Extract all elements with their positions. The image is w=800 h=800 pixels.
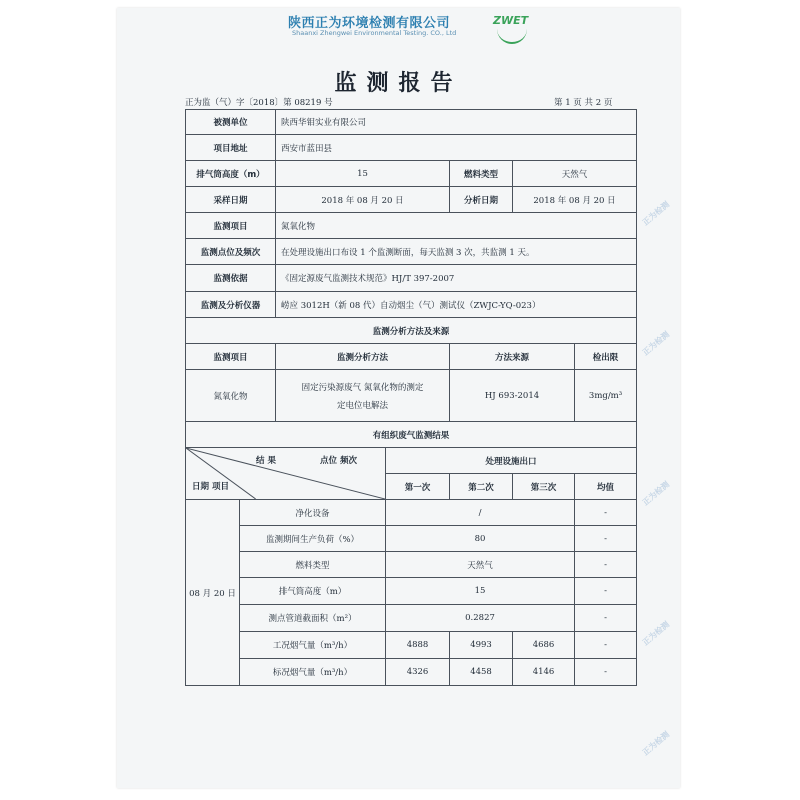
address-label: 项目地址 xyxy=(186,135,276,161)
analysis-date-label: 分析日期 xyxy=(450,187,513,213)
points-label: 监测点位及频次 xyxy=(186,239,276,265)
result-row xyxy=(186,605,637,632)
company-name-cn: 陕西正为环境检测有限公司 xyxy=(288,16,451,31)
result-label: 测点管道截面积（m²） xyxy=(240,605,386,632)
result-value: / xyxy=(386,500,575,526)
result-avg: - xyxy=(575,526,637,552)
height-value: 15 xyxy=(276,161,450,187)
result-label: 标况烟气量（m³/h） xyxy=(240,659,386,686)
result-row xyxy=(186,526,637,552)
fuel-label: 燃料类型 xyxy=(450,161,513,187)
sample-date-label: 采样日期 xyxy=(186,187,276,213)
result-row xyxy=(186,500,637,526)
analysis-date-value: 2018 年 08 月 20 日 xyxy=(513,187,637,213)
row-height-fuel xyxy=(186,161,637,187)
result-v3: 4686 xyxy=(513,632,575,659)
result-label: 排气筒高度（m） xyxy=(240,578,386,605)
watermark: 正为检测 xyxy=(640,729,672,758)
basis-value: 《固定源废气监测技术规范》HJ/T 397-2007 xyxy=(276,265,637,292)
result-row xyxy=(186,578,637,605)
address-value: 西安市蓝田县 xyxy=(276,135,637,161)
page-info: 第 1 页 共 2 页 xyxy=(554,98,613,108)
method-col-source: 方法来源 xyxy=(450,344,575,370)
result-date: 08 月 20 日 xyxy=(186,500,240,686)
result-value: 天然气 xyxy=(386,552,575,578)
result-avg: - xyxy=(575,659,637,686)
watermark: 正为检测 xyxy=(640,329,672,358)
result-avg: - xyxy=(575,632,637,659)
col-avg: 均值 xyxy=(575,474,637,500)
result-row xyxy=(186,632,637,659)
method-line-2: 定电位电解法 xyxy=(337,400,389,411)
result-value: 15 xyxy=(386,578,575,605)
instrument-value: 崂应 3012H（新 08 代）自动烟尘（气）测试仪（ZWJC-YQ-023） xyxy=(276,292,637,318)
col-second: 第二次 xyxy=(450,474,513,500)
logo-text: ZWET xyxy=(493,14,529,27)
result-v1: 4326 xyxy=(386,659,450,686)
result-avg: - xyxy=(575,552,637,578)
method-line-1: 固定污染源废气 氮氧化物的测定 xyxy=(301,382,424,393)
result-v2: 4993 xyxy=(450,632,513,659)
method-row-item: 氮氧化物 xyxy=(186,370,276,422)
report-sheet xyxy=(117,8,680,788)
result-value: 0.2827 xyxy=(386,605,575,632)
results-section-row xyxy=(186,422,637,448)
points-value: 在处理设施出口布设 1 个监测断面，每天监测 3 次，共监测 1 天。 xyxy=(276,239,637,265)
result-avg: - xyxy=(575,578,637,605)
method-col-item: 监测项目 xyxy=(186,344,276,370)
row-instrument xyxy=(186,292,637,318)
result-avg: - xyxy=(575,605,637,632)
sample-date-value: 2018 年 08 月 20 日 xyxy=(276,187,450,213)
report-title: 监测报告 xyxy=(334,70,463,96)
result-row xyxy=(186,552,637,578)
row-unit xyxy=(186,110,637,135)
method-header-row xyxy=(186,344,637,370)
diag-point-label: 点位 频次 xyxy=(320,456,357,466)
diag-date-label: 日期 项目 xyxy=(192,482,229,492)
outlet-header: 处理设施出口 xyxy=(386,448,637,474)
basis-label: 监测依据 xyxy=(186,265,276,292)
method-col-limit: 检出限 xyxy=(575,344,637,370)
method-row-method xyxy=(276,370,450,422)
method-row-limit: 3mg/m³ xyxy=(575,370,637,422)
report-table xyxy=(185,109,637,686)
item-value: 氮氧化物 xyxy=(276,213,637,239)
method-col-method: 监测分析方法 xyxy=(276,344,450,370)
results-section-title: 有组织废气监测结果 xyxy=(186,422,637,448)
result-avg: - xyxy=(575,500,637,526)
method-row-source: HJ 693-2014 xyxy=(450,370,575,422)
row-address xyxy=(186,135,637,161)
letterhead xyxy=(117,8,680,52)
method-section-title: 监测分析方法及来源 xyxy=(186,318,637,344)
item-label: 监测项目 xyxy=(186,213,276,239)
fuel-value: 天然气 xyxy=(513,161,637,187)
watermark: 正为检测 xyxy=(640,619,672,648)
company-logo xyxy=(487,10,545,46)
result-v1: 4888 xyxy=(386,632,450,659)
result-value: 80 xyxy=(386,526,575,552)
col-third: 第三次 xyxy=(513,474,575,500)
results-header-row-1 xyxy=(186,448,637,474)
col-first: 第一次 xyxy=(386,474,450,500)
diag-result-label: 结 果 xyxy=(256,456,276,466)
watermark: 正为检测 xyxy=(640,199,672,228)
result-label: 工况烟气量（m³/h） xyxy=(240,632,386,659)
row-dates xyxy=(186,187,637,213)
watermark: 正为检测 xyxy=(640,479,672,508)
result-v3: 4146 xyxy=(513,659,575,686)
result-label: 净化设备 xyxy=(240,500,386,526)
row-item xyxy=(186,213,637,239)
unit-value: 陕西华钼实业有限公司 xyxy=(276,110,637,135)
report-number: 正为监（气）字〔2018〕第 08219 号 xyxy=(185,98,333,108)
height-label: 排气筒高度（m） xyxy=(186,161,276,187)
result-row xyxy=(186,659,637,686)
unit-label: 被测单位 xyxy=(186,110,276,135)
row-basis xyxy=(186,265,637,292)
method-data-row xyxy=(186,370,637,422)
logo-arc-icon xyxy=(497,28,527,44)
row-points xyxy=(186,239,637,265)
instrument-label: 监测及分析仪器 xyxy=(186,292,276,318)
result-label: 燃料类型 xyxy=(240,552,386,578)
method-section-row xyxy=(186,318,637,344)
diagonal-header-cell xyxy=(186,448,386,500)
result-label: 监测期间生产负荷（%） xyxy=(240,526,386,552)
result-v2: 4458 xyxy=(450,659,513,686)
company-name-en: Shaanxi Zhengwei Environmental Testing. CO., Ltd xyxy=(292,29,457,37)
